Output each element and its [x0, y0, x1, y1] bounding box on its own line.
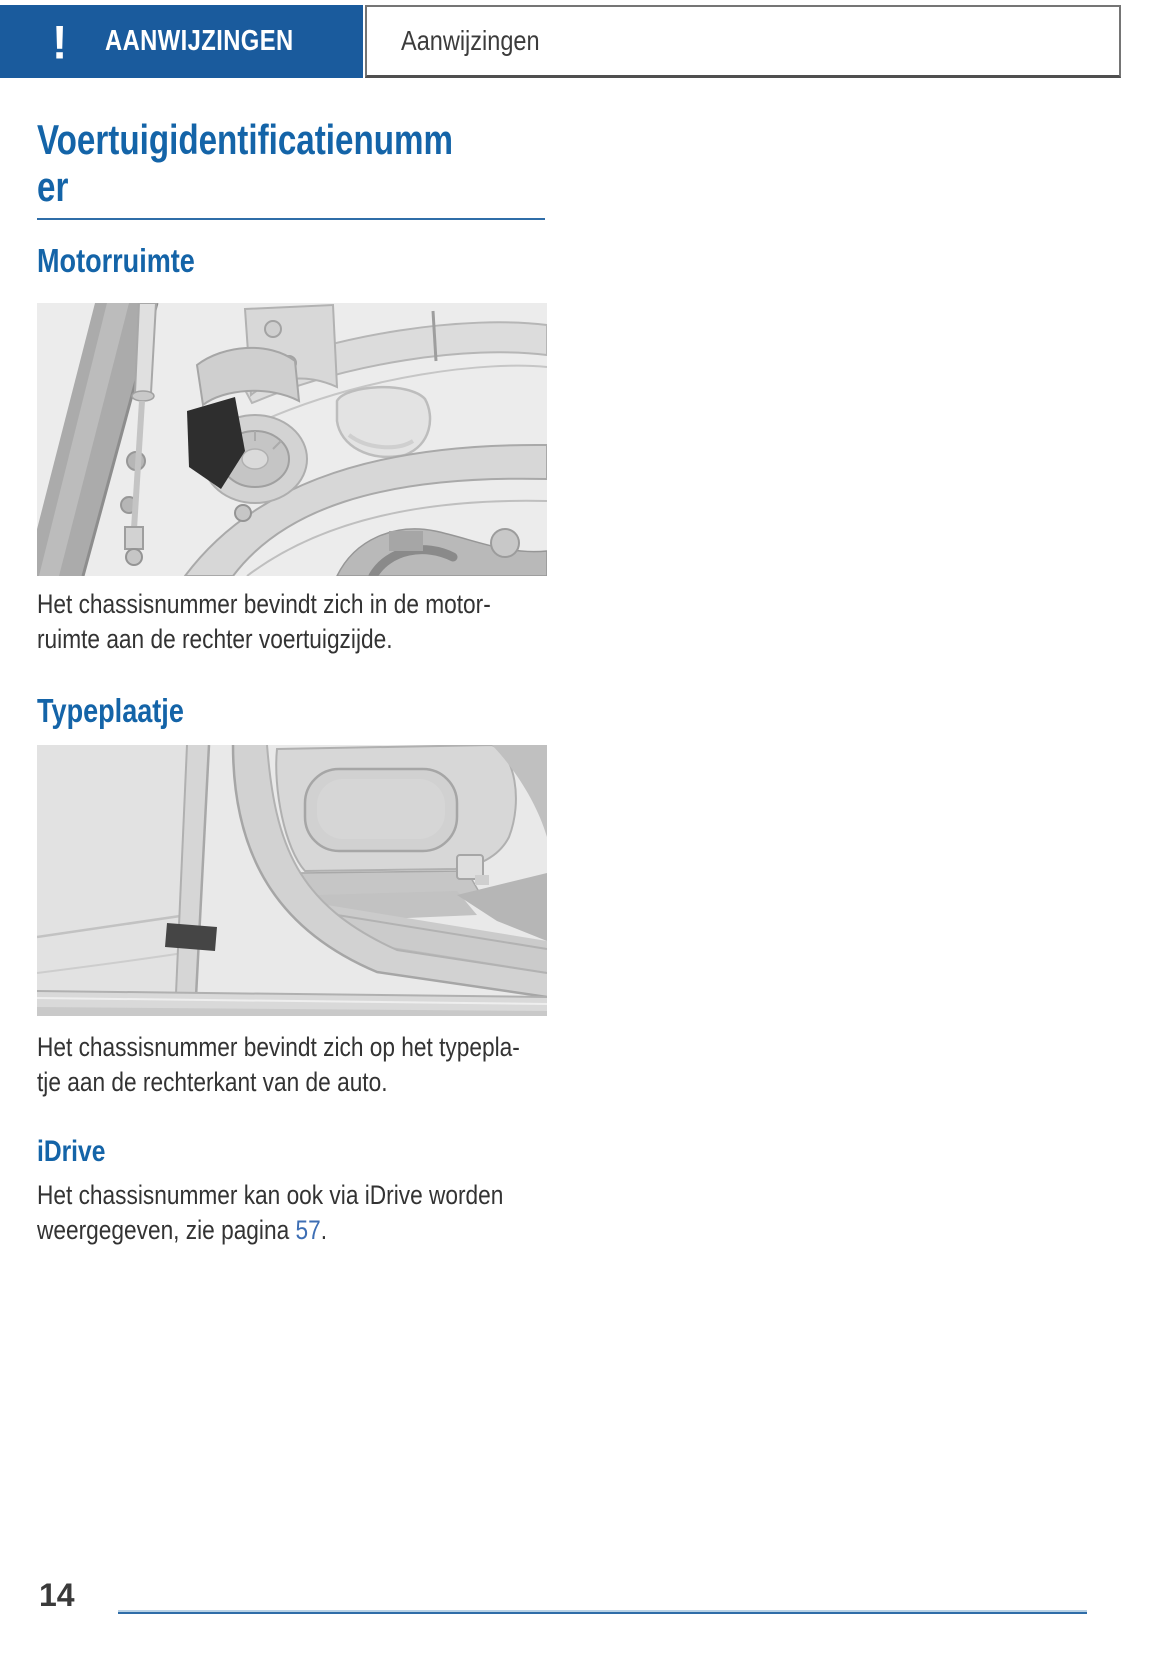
door-sill-illustration — [37, 745, 547, 1016]
figure-engine-compartment — [37, 303, 547, 576]
page-number: 14 — [39, 1577, 75, 1613]
body-text-line: Het chassisnummer bevindt zich in de motor- — [37, 589, 491, 619]
section-heading-idrive: iDrive — [37, 1135, 106, 1168]
chapter-banner-label: AANWIJZINGEN — [105, 25, 294, 57]
page-title-line-1: Voertuigidentificatienumm — [37, 116, 454, 163]
figure-door-sill — [37, 745, 547, 1016]
page-title — [37, 116, 564, 210]
chapter-banner — [0, 5, 363, 78]
body-text-line: Het chassisnummer kan ook via iDrive worden — [37, 1180, 504, 1210]
body-text-line: Het chassisnummer bevindt zich op het typepla- — [37, 1032, 520, 1062]
body-text-segment: weergegeven, zie pagina — [37, 1215, 296, 1245]
engine-compartment-illustration — [37, 303, 547, 576]
footer-divider — [118, 1610, 1087, 1614]
section-heading-typeplaatje: Typeplaatje — [37, 692, 184, 729]
body-text-line: ruimte aan de rechter voertuigzijde. — [37, 624, 393, 654]
body-text-line — [37, 1213, 327, 1248]
warning-exclamation-icon: ! — [52, 14, 68, 69]
chapter-tab[interactable] — [365, 5, 1121, 78]
page-title-line-2: er — [37, 163, 69, 210]
body-text-segment: . — [320, 1215, 328, 1245]
chapter-tab-label: Aanwijzingen — [401, 25, 540, 56]
page-57-link[interactable]: 57 — [295, 1215, 321, 1245]
section-heading-motorruimte: Motorruimte — [37, 242, 195, 279]
title-divider — [37, 218, 545, 220]
body-text-line: tje aan de rechterkant van de auto. — [37, 1067, 388, 1097]
